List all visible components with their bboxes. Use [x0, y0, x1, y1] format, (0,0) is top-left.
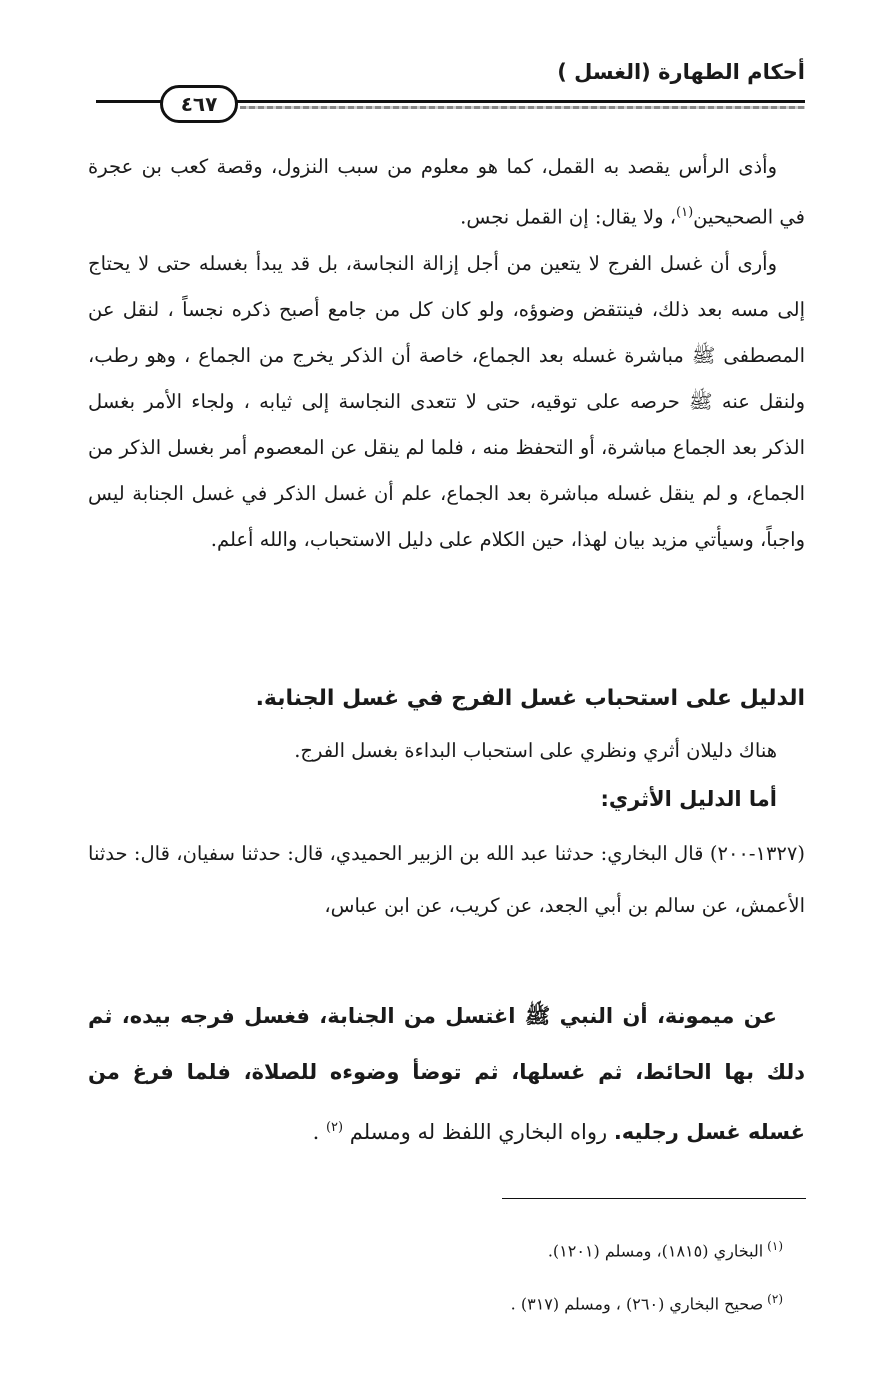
paragraph-1 [88, 144, 805, 241]
page-number: ٤٦٧ [160, 85, 238, 123]
body-text [88, 144, 805, 563]
footnote-1-mark: (١) [767, 1239, 783, 1253]
footnote-2-text: صحيح البخاري (٢٦٠) ، ومسلم (٣١٧) . [510, 1294, 764, 1314]
hadith-end: . [312, 1120, 326, 1144]
subheading: أما الدليل الأثري: [600, 787, 777, 811]
section-heading: الدليل على استحباب غسل الفرج في غسل الجنابة. [255, 686, 805, 711]
paragraph-1-text: وأذى الرأس يقصد به القمل، كما هو معلوم من سبب النزول، وقصة كعب بن عجرة في الصحيحين [88, 155, 805, 229]
section-intro: هناك دليلان أثري ونظري على استحباب البداءة بغسل الفرج. [294, 739, 777, 762]
footnote-1-text: البخاري (١٨١٥)، ومسلم (١٢٠١). [547, 1241, 764, 1261]
paragraph-2: وأرى أن غسل الفرج لا يتعين من أجل إزالة النجاسة، بل قد يبدأ بغسله حتى لا يحتاج إلى مسه بعد ذلك، فينتقض وضوؤه، ولو كان كل من جامع أصبح ذكره نجساً ، لنقل عن المصطفى ﷺ مباشرة غسله بعد الجماع، خاصة أن الذكر يخرج من الجماع ، وهو رطب، ولنقل عنه ﷺ حرصه على توقيه، حتى لا تتعدى النجاسة إلى ثيابه ، ولجاء الأمر بغسل الذكر بعد الجماع مباشرة، أو التحفظ منه ، فلما لم ينقل عن المعصوم أمر بغسل الذكر من الجماع، و لم ينقل غسله مباشرة بعد الجماع، علم أن غسل الذكر في غسل الجنابة ليس واجباً، وسيأتي مزيد بيان لهذا، حين الكلام على دليل الاستحباب، والله أعلم. [88, 251, 805, 551]
footnote-2-mark: (٢) [767, 1292, 783, 1307]
footnote-rule [502, 1198, 806, 1199]
hadith-source: رواه البخاري اللفظ له ومسلم [343, 1120, 614, 1144]
footnote-1 [88, 1222, 783, 1275]
paragraph-1-end: ، ولا يقال: إن القمل نجس. [460, 205, 677, 229]
footnotes [88, 1222, 783, 1329]
footnote-ref-1: (١) [676, 205, 694, 220]
running-header-title: أحكام الطهارة (الغسل ) [557, 60, 805, 84]
hadith-matn: عن ميمونة، أن النبي ﷺ اغتسل من الجنابة، فغسل فرجه بيده، ثم دلك بها الحائط، ثم غسلها، ثم توضأ وضوءه للصلاة، فلما فرغ من غسله غسل رجليه. [88, 1004, 805, 1144]
header-rule-ornament [240, 106, 805, 109]
hadith-text [88, 988, 805, 1160]
footnote-ref-2: (٢) [325, 1120, 344, 1135]
hadith-chain: (١٣٢٧-٢٠٠) قال البخاري: حدثنا عبد الله بن الزبير الحميدي، قال: حدثنا سفيان، قال: حدثنا الأعمش، عن سالم بن أبي الجعد، عن كريب، عن ابن عباس، [88, 842, 805, 917]
footnote-2 [88, 1275, 783, 1328]
